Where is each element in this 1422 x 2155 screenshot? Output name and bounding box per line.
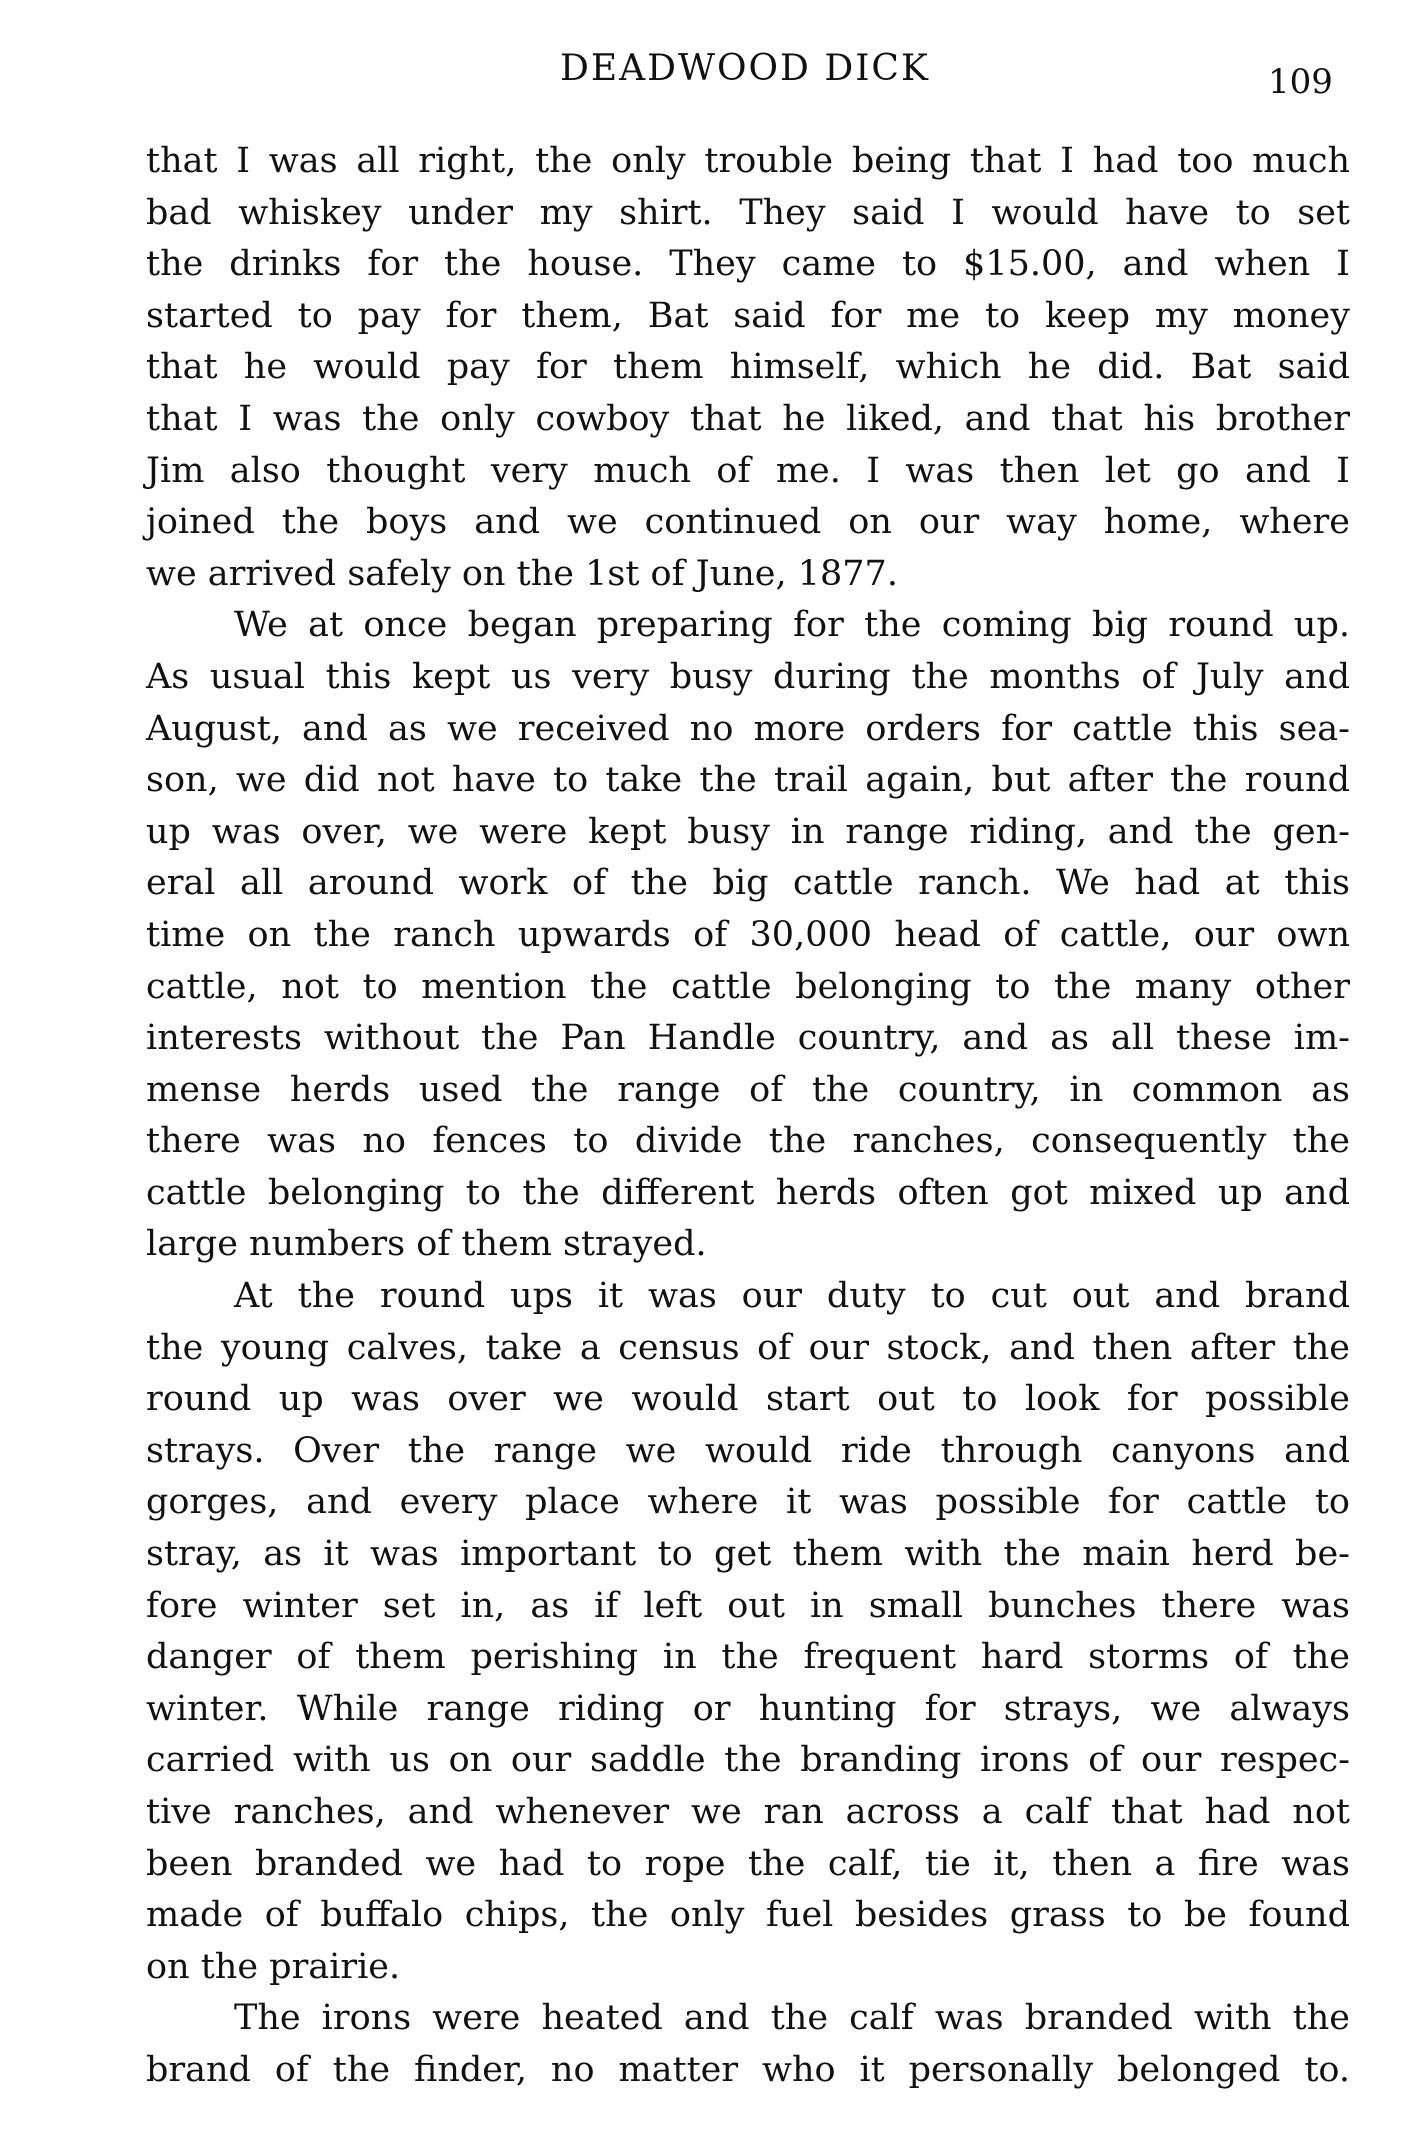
paragraph bbox=[146, 1271, 1350, 1993]
text-line: tive ranches, and whenever we ran across a calf that had not bbox=[146, 1792, 1350, 1832]
text-line: son, we did not have to take the trail again, but after the round bbox=[146, 760, 1350, 801]
text-line: made of buffalo chips, the only fuel besides grass to be found bbox=[146, 1895, 1350, 1936]
text-line: danger of them perishing in the frequent hard storms of the bbox=[146, 1637, 1350, 1678]
text-line: on the prairie. bbox=[146, 1946, 401, 1987]
text-line: the young calves, take a census of our stock, and then after the bbox=[146, 1327, 1350, 1368]
text-line: that I was the only cowboy that he liked, and that his brother bbox=[146, 398, 1350, 439]
page-number: 109 bbox=[1268, 62, 1333, 102]
text-line: brand of the finder, no matter who it personally belonged to. bbox=[146, 2049, 1350, 2090]
running-title: DEADWOOD DICK bbox=[560, 48, 930, 89]
paragraph bbox=[146, 1993, 1350, 2096]
text-line: carried with us on our saddle the branding irons of our respec- bbox=[146, 1740, 1350, 1781]
text-line: cattle, not to mention the cattle belonging to the many other bbox=[146, 966, 1350, 1007]
text-line: mense herds used the range of the country, in common as bbox=[146, 1069, 1350, 1110]
text-line: there was no fences to divide the ranches, consequently the bbox=[146, 1121, 1350, 1162]
text-line: that he would pay for them himself, which he did. Bat said bbox=[146, 347, 1350, 388]
text-line: As usual this kept us very busy during the months of July and bbox=[146, 656, 1350, 697]
text-line: round up was over we would start out to look for possible bbox=[146, 1379, 1350, 1420]
text-line: the drinks for the house. They came to $15.00, and when I bbox=[146, 244, 1350, 285]
text-line: stray, as it was important to get them with the main herd be- bbox=[146, 1534, 1350, 1575]
text-line: fore winter set in, as if left out in small bunches there was bbox=[146, 1585, 1350, 1626]
text-line: bad whiskey under my shirt. They said I would have to set bbox=[146, 192, 1350, 233]
text-line: large numbers of them strayed. bbox=[146, 1224, 707, 1265]
text-line: we arrived safely on the 1st of June, 1877. bbox=[146, 553, 898, 594]
text-line: that I was all right, the only trouble being that I had too much bbox=[146, 141, 1350, 181]
text-line: At the round ups it was our duty to cut out and brand bbox=[234, 1276, 1350, 1317]
text-line: winter. While range riding or hunting for strays, we always bbox=[146, 1688, 1350, 1729]
text-line: eral all around work of the big cattle ranch. We had at this bbox=[146, 863, 1350, 904]
text-line: The irons were heated and the calf was branded with the bbox=[234, 1998, 1350, 2039]
text-line: up was over, we were kept busy in range riding, and the gen- bbox=[146, 811, 1350, 852]
text-line: joined the boys and we continued on our way home, where bbox=[146, 502, 1350, 543]
text-line: gorges, and every place where it was possible for cattle to bbox=[146, 1482, 1350, 1523]
text-line: strays. Over the range we would ride through canyons and bbox=[146, 1430, 1350, 1471]
text-line: August, and as we received no more orders for cattle this sea- bbox=[146, 708, 1350, 749]
text-line: We at once began preparing for the coming big round up. bbox=[234, 605, 1350, 646]
running-head bbox=[0, 48, 1422, 102]
text-line: interests without the Pan Handle country, and as all these im- bbox=[146, 1018, 1350, 1059]
paragraph bbox=[146, 600, 1350, 1271]
text-line: been branded we had to rope the calf, tie it, then a fire was bbox=[146, 1843, 1350, 1884]
text-line: started to pay for them, Bat said for me to keep my money bbox=[146, 295, 1350, 336]
body-text bbox=[146, 136, 1350, 2097]
text-line: cattle belonging to the different herds often got mixed up and bbox=[146, 1172, 1350, 1213]
text-line: time on the ranch upwards of 30,000 head of cattle, our own bbox=[146, 914, 1350, 955]
text-line: Jim also thought very much of me. I was then let go and I bbox=[146, 450, 1350, 491]
paragraph bbox=[146, 136, 1350, 600]
